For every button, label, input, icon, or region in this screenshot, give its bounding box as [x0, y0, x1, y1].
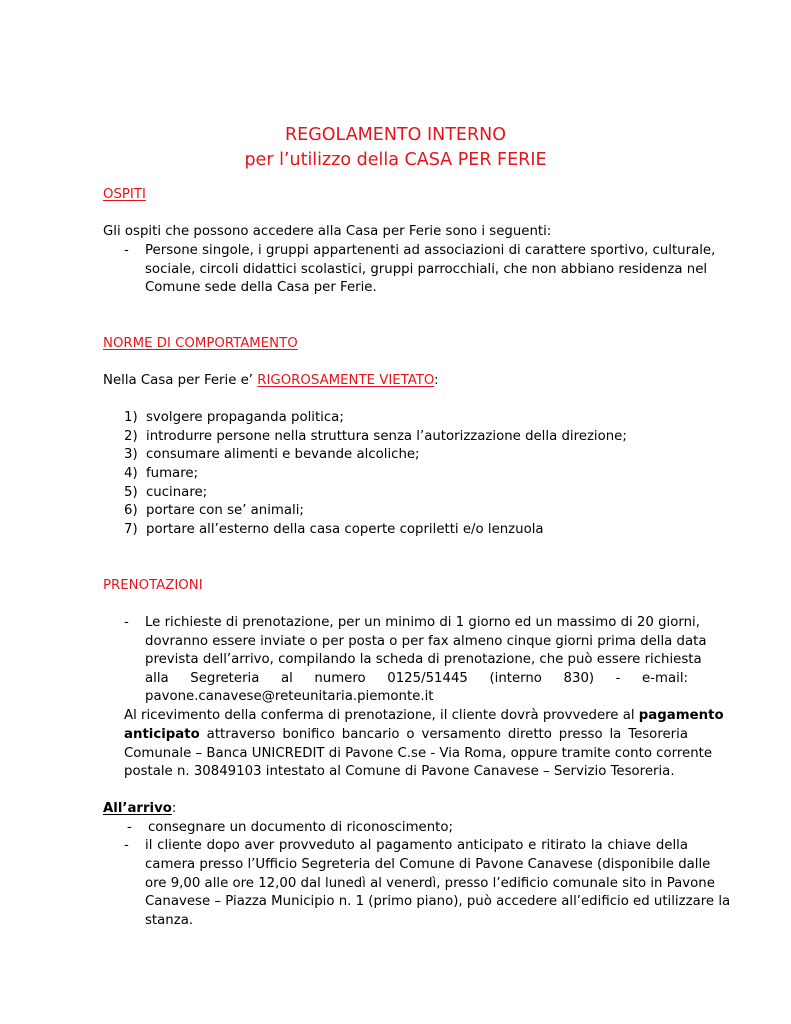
norme-intro-prefix: Nella Casa per Ferie e’ [103, 373, 258, 388]
section-heading-norme: NORME DI COMPORTAMENTO [103, 336, 298, 351]
norme-item-number: 5) [124, 485, 138, 500]
norme-item-number: 3) [124, 447, 138, 462]
norme-item-text: portare all’esterno della casa coperte copriletti e/o lenzuola [146, 522, 544, 537]
ospiti-bullet-marker: - [124, 243, 129, 258]
prenotazioni-email-link[interactable]: pavone.canavese@reteunitaria.piemonte.it [145, 689, 434, 704]
norme-item-number: 1) [124, 410, 138, 425]
prenotazioni-paragraph-line [124, 726, 688, 745]
ospiti-bullet-line: Persone singole, i gruppi appartenenti ad associazioni di carattere sportivo, culturale, [145, 243, 716, 258]
norme-intro-emphasis: RIGOROSAMENTE VIETATO [257, 373, 435, 388]
prenotazioni-text: Al ricevimento della conferma di prenotazione, il cliente dovrà provvedere al [124, 708, 639, 723]
norme-item-number: 2) [124, 429, 138, 444]
prenotazioni-paragraph-line [124, 707, 724, 726]
norme-item-text: svolgere propaganda politica; [146, 410, 344, 425]
arrivo-item-line: Canavese – Piazza Municipio n. 1 (primo piano), può accedere all’edificio ed utilizzare la [145, 894, 731, 909]
arrivo-bullet-marker: - [124, 838, 129, 853]
prenotazioni-text: attraverso bonifico bancario o versamento diretto presso la Tesoreria [199, 727, 688, 742]
arrivo-heading [103, 800, 176, 819]
norme-item-number: 7) [124, 522, 138, 537]
prenotazioni-bullet-line: dovranno essere inviate o per posta o per fax almeno cinque giorni prima della data [145, 634, 707, 649]
prenotazioni-bullet-line: alla Segreteria al numero 0125/51445 (interno 830) - e-mail: [145, 671, 688, 686]
arrivo-item-line: stanza. [145, 913, 194, 928]
arrivo-item: consegnare un documento di riconoscimento; [148, 820, 453, 835]
prenotazioni-paragraph-line: Comunale – Banca UNICREDIT di Pavone C.se - Via Roma, oppure tramite conto corrente [124, 746, 713, 761]
prenotazioni-bullet-line: Le richieste di prenotazione, per un minimo di 1 giorno ed un massimo di 20 giorni, [145, 615, 700, 630]
arrivo-item-line: il cliente dopo aver provveduto al pagamento anticipato e ritirato la chiave della [145, 838, 688, 853]
document-title-line2: per l’utilizzo della CASA PER FERIE [244, 150, 547, 170]
arrivo-heading-label: All’arrivo [103, 801, 172, 816]
section-heading-prenotazioni: PRENOTAZIONI [103, 578, 203, 593]
norme-item-number: 6) [124, 503, 138, 518]
ospiti-bullet-line: sociale, circoli didattici scolastici, gruppi parrocchiali, che non abbiano residenza nel [145, 262, 708, 277]
ospiti-bullet-line: Comune sede della Casa per Ferie. [145, 280, 377, 295]
prenotazioni-bullet-marker: - [124, 615, 129, 630]
prenotazioni-bold-text: pagamento [638, 708, 724, 723]
prenotazioni-bullet-line: prevista dell’arrivo, compilando la scheda di prenotazione, che può essere richiesta [145, 652, 702, 667]
document-title-line1: REGOLAMENTO INTERNO [285, 125, 506, 145]
norme-item-text: fumare; [146, 466, 199, 481]
norme-item-number: 4) [124, 466, 138, 481]
norme-item-text: consumare alimenti e bevande alcoliche; [146, 447, 420, 462]
norme-intro [103, 372, 439, 391]
arrivo-item-line: camera presso l’Ufficio Segreteria del Comune di Pavone Canavese (disponibile dalle [145, 857, 711, 872]
prenotazioni-bold-text: anticipato [124, 727, 200, 742]
arrivo-bullet-marker: - [127, 820, 132, 835]
arrivo-heading-suffix: : [171, 801, 177, 816]
arrivo-item-line: ore 9,00 alle ore 12,00 dal lunedì al venerdì, presso l’edificio comunale sito in Pavone [145, 876, 715, 891]
norme-intro-suffix: : [434, 373, 439, 388]
ospiti-intro: Gli ospiti che possono accedere alla Casa per Ferie sono i seguenti: [103, 224, 552, 239]
norme-item-text: cucinare; [146, 485, 208, 500]
section-heading-ospiti: OSPITI [103, 187, 146, 202]
norme-item-text: introdurre persone nella struttura senza l’autorizzazione della direzione; [146, 429, 627, 444]
norme-item-text: portare con se’ animali; [146, 503, 304, 518]
prenotazioni-paragraph-line: postale n. 30849103 intestato al Comune di Pavone Canavese – Servizio Tesoreria. [124, 764, 675, 779]
